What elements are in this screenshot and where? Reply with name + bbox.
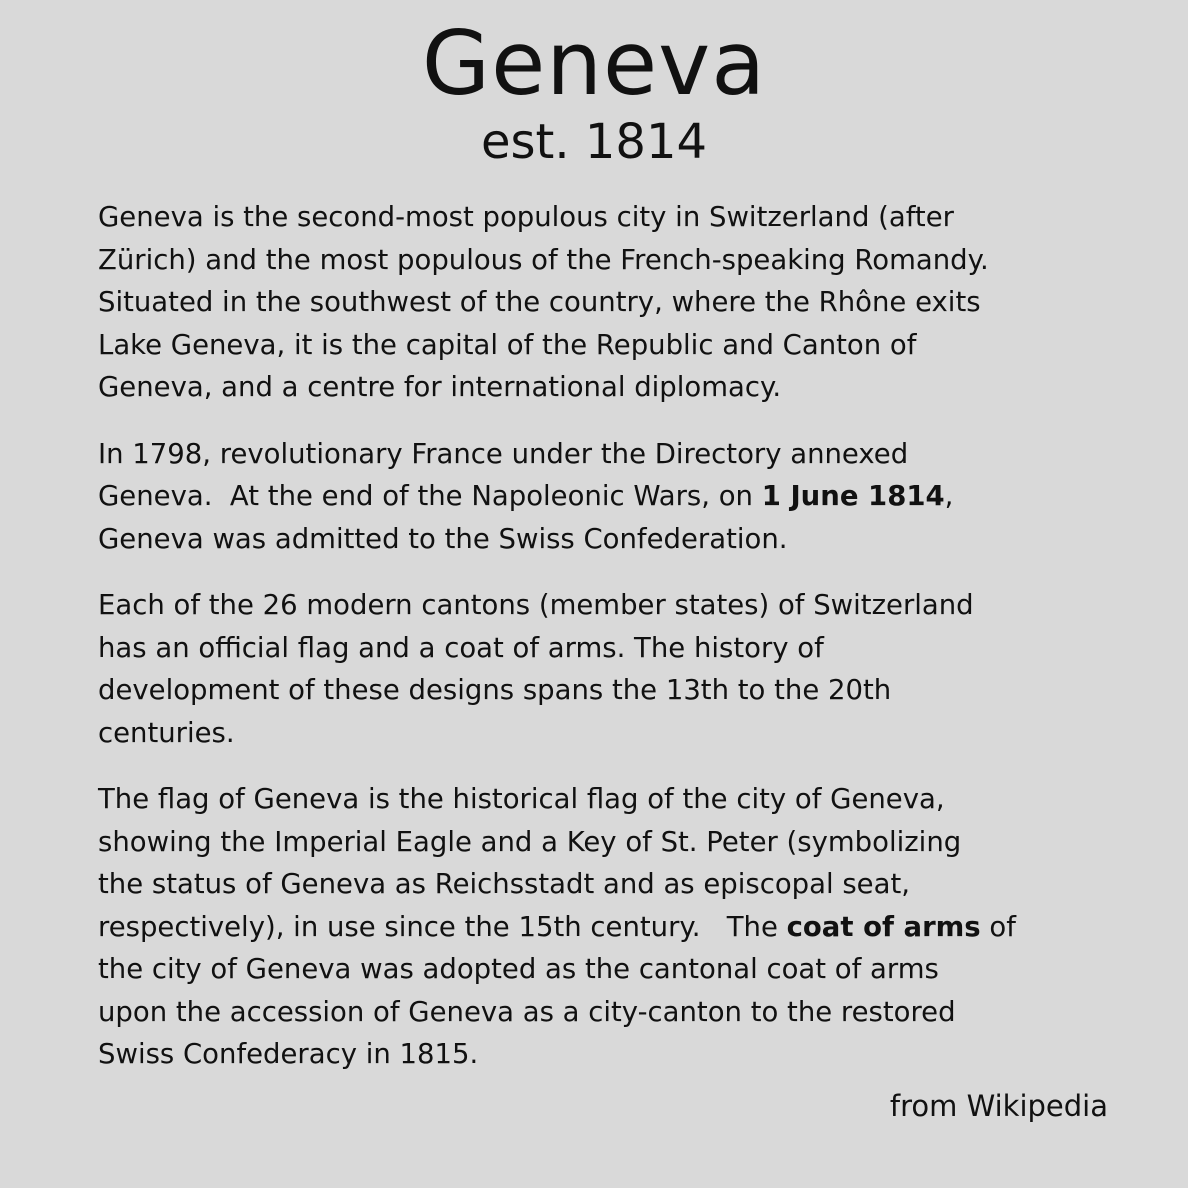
text-line: upon the accession of Geneva as a city-canton to the restored [98,995,956,1028]
text-segment: respectively), in use since the 15th century. The [98,910,787,943]
text-line: the city of Geneva was adopted as the cantonal coat of arms [98,953,939,985]
article-body [98,196,1098,1100]
text-line: Zürich) and the most populous of the French-speaking Romandy. [98,243,989,276]
text-line: centuries. [98,716,235,749]
text-line: Situated in the southwest of the country, where the Rhône exits [98,286,981,318]
paragraph-cantons [98,584,1098,754]
text-segment: of [980,910,1016,943]
text-line [98,906,1098,949]
paragraph-flag [98,778,1098,1076]
text-line: The flag of Geneva is the historical flag of the city of Geneva, [98,783,945,815]
text-line: development of these designs spans the 13th to the 20th [98,674,892,706]
source-attribution: from Wikipedia [889,1089,1108,1123]
bold-term: coat of arms [786,910,981,943]
text-line: In 1798, revolutionary France under the Directory annexed [98,437,909,470]
text-line: showing the Imperial Eagle and a Key of St. Peter (symbolizing [98,825,962,858]
text-line: Each of the 26 modern cantons (member states) of Switzerland [98,589,974,621]
paragraph-history [98,433,1098,561]
page-subtitle: est. 1814 [480,114,708,170]
paragraph-intro [98,196,1098,409]
text-segment: , [944,480,954,512]
text-line: Geneva, and a centre for international diplomacy. [98,371,782,403]
text-line: Geneva is the second-most populous city in Switzerland (after [98,201,954,233]
text-line: Geneva was admitted to the Swiss Confederation. [98,522,788,555]
text-line: the status of Geneva as Reichsstadt and as episcopal seat, [98,868,910,900]
text-line [98,475,1098,518]
text-line: Lake Geneva, it is the capital of the Republic and Canton of [98,328,917,361]
text-line: has an official flag and a coat of arms. The history of [98,631,824,664]
bold-date: 1 June 1814 [761,480,945,512]
text-segment: Geneva. At the end of the Napoleonic Wars, on [98,480,762,512]
page-title: Geneva [421,12,767,115]
text-line: Swiss Confederacy in 1815. [98,1038,479,1070]
